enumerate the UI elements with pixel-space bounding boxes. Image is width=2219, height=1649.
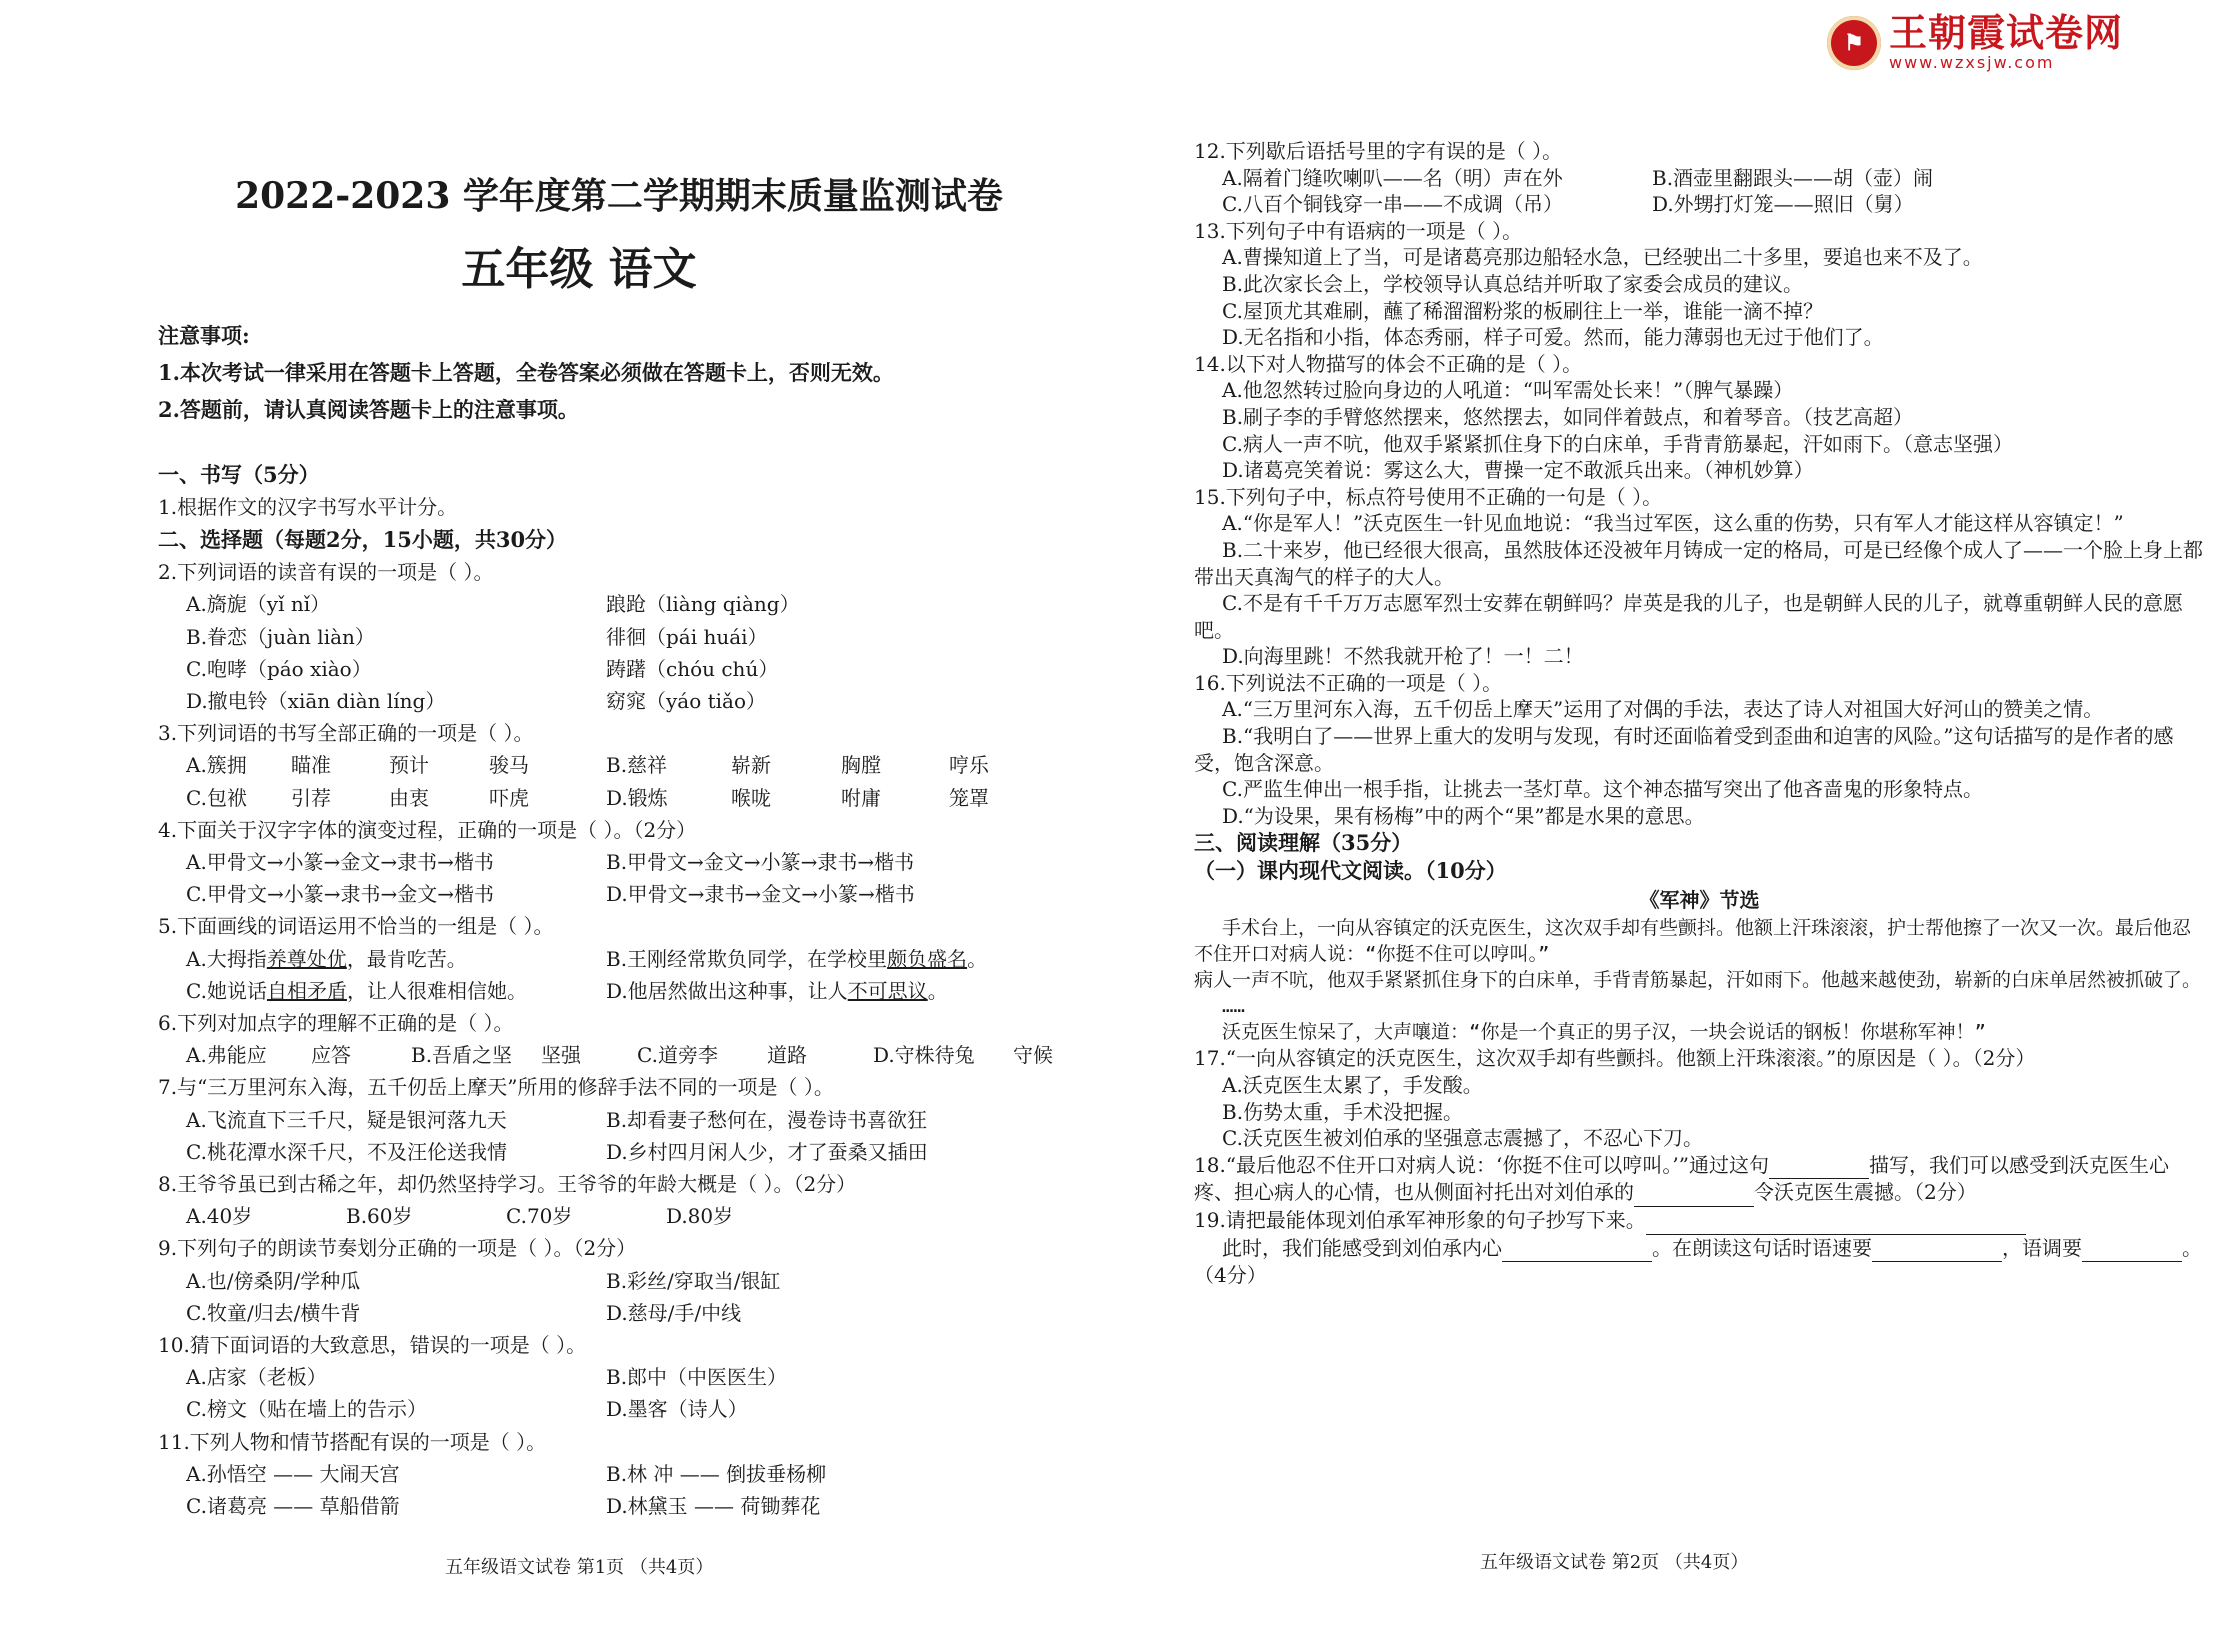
option: 踌躇（chóu chú）	[606, 656, 779, 681]
question-1: 1.根据作文的汉字书写水平计分。	[158, 495, 458, 519]
question-5-stem: 5.下面画线的词语运用不恰当的一组是（ ）。	[158, 914, 554, 939]
option: B.慈祥	[606, 753, 668, 778]
question-15-stem: 15.下列句子中，标点符号使用不正确的一句是（ ）。	[1194, 484, 1663, 509]
option: A.“你是军人！”沃克医生一针见血地说：“我当过军医，这么重的伤势，只有军人才能这样从容镇定！”	[1222, 511, 2124, 536]
exam-title: 2022-2023 学年度第二学期期末质量监测试卷	[235, 175, 1003, 217]
passage-paragraph: 病人一声不吭，他双手紧紧抓住身下的白床单，手背青筋暴起，汗如雨下。他越来越使劲，崭新的白床单居然被抓破了。	[1194, 969, 2202, 992]
option: C.桃花潭水深千尺，不及汪伦送我情	[186, 1139, 507, 1164]
section-choice: 二、选择题（每题2分，15小题，共30分）	[158, 527, 568, 553]
option: B.刷子李的手臂悠然摆来，悠然摆去，如同伴着鼓点，和着琴音。（技艺高超）	[1222, 404, 1914, 429]
question-16-stem: 16.下列说法不正确的一项是（ ）。	[1194, 670, 1503, 695]
option: C.咆哮（páo xiào）	[186, 656, 372, 681]
option: 瞄准	[291, 753, 331, 778]
notice-item: 1.本次考试一律采用在答题卡上答题，全卷答案必须做在答题卡上，否则无效。	[158, 360, 894, 385]
option: A.簇拥	[186, 753, 247, 778]
option: C.榜文（贴在墙上的告示）	[186, 1397, 427, 1422]
option: A.店家（老板）	[186, 1365, 327, 1390]
option: C.八百个铜钱穿一串——不成调（吊）	[1222, 192, 1563, 217]
option: B.甲骨文→金文→小篆→隶书→楷书	[606, 850, 915, 875]
option: C.道旁李	[637, 1043, 718, 1068]
logo-name: 王朝霞试卷网	[1888, 11, 2123, 55]
underlined-word: 养尊处优	[266, 946, 347, 971]
question-17-stem: 17.“一向从容镇定的沃克医生，这次双手却有些颤抖。他额上汗珠滚滚。”的原因是（ ）。（2分）	[1194, 1046, 2036, 1071]
option: 坚强	[541, 1043, 581, 1068]
answer-blank[interactable]	[1502, 1235, 1652, 1263]
option-b: B.王刚经常欺负同学，在学校里颇负盛名。	[606, 946, 988, 971]
question-3-stem: 3.下列词语的书写全部正确的一项是（ ）。	[158, 721, 534, 746]
question-8-options	[158, 1200, 1140, 1232]
underlined-word: 不可思议	[847, 978, 928, 1003]
option: D.“为设果，果有杨梅”中的两个“果”都是水果的意思。	[1222, 803, 1705, 828]
option: 预计	[389, 753, 429, 778]
logo-url: www.wzxsjw.com	[1888, 53, 2055, 72]
option: B.伤势太重，手术没把握。	[1222, 1099, 1464, 1124]
option: 吓虎	[489, 785, 529, 810]
option: 喉咙	[731, 785, 771, 810]
option: D.乡村四月闲人少，才了蚕桑又插田	[606, 1139, 928, 1164]
question-10-stem: 10.猜下面词语的大致意思，错误的一项是（ ）。	[158, 1333, 587, 1358]
page-footer-2: 五年级语文试卷 第2页 （共4页）	[1480, 1552, 1749, 1573]
option: D.慈母/手/中线	[606, 1300, 742, 1325]
option: D.锻炼	[606, 785, 668, 810]
option: B.此次家长会上，学校领导认真总结并听取了家委会成员的建议。	[1222, 271, 1804, 296]
section-reading: 三、阅读理解（35分）	[1194, 830, 1413, 856]
right-page	[1180, 0, 2219, 1649]
option: C.甲骨文→小篆→隶书→金文→楷书	[186, 882, 494, 907]
option: D.林黛玉 —— 荷锄葬花	[606, 1494, 821, 1519]
option: C.不是有千千万万志愿军烈士安葬在朝鲜吗？岸英是我的儿子，也是朝鲜人民的儿子，就尊重朝鲜人民的意愿吧。	[1194, 591, 2183, 642]
section-writing: 一、书写（5分）	[158, 462, 320, 487]
question-8-stem: 8.王爷爷虽已到古稀之年，却仍然坚持学习。王爷爷的年龄大概是（ ）。（2分）	[158, 1172, 857, 1197]
page-footer-1: 五年级语文试卷 第1页 （共4页）	[445, 1557, 714, 1578]
option: B.郎中（中医医生）	[606, 1365, 788, 1390]
option: B.眷恋（juàn liàn）	[186, 624, 375, 649]
option: 徘徊（pái huái）	[606, 624, 768, 649]
question-14-stem: 14.以下对人物描写的体会不正确的是（ ）。	[1194, 351, 1583, 376]
option: 窈窕（yáo tiǎo）	[606, 689, 767, 714]
option: 应答	[311, 1043, 351, 1068]
option: 哼乐	[949, 753, 989, 778]
option: D.墨客（诗人）	[606, 1397, 748, 1422]
question-6-options	[158, 1039, 1140, 1071]
option: A.也/傍桑阴/学种瓜	[186, 1268, 361, 1293]
option: A.他忽然转过脸向身边的人吼道：“叫军需处长来！”（脾气暴躁）	[1222, 378, 1794, 403]
option: 守候	[1013, 1043, 1053, 1068]
option: 踉跄（liàng qiàng）	[606, 592, 800, 617]
option: A.甲骨文→小篆→金文→隶书→楷书	[186, 850, 494, 875]
option: D.外甥打灯笼——照旧（舅）	[1652, 192, 1914, 217]
answer-blank[interactable]	[2082, 1235, 2182, 1263]
question-19: 19.请把最能体现刘伯承军神形象的句子抄写下来。	[1194, 1207, 2205, 1235]
question-10-options	[158, 1361, 1140, 1425]
option: D.撤电铃（xiān diàn líng）	[186, 689, 446, 714]
option: 崭新	[731, 753, 771, 778]
passage-title: 《军神》节选	[1639, 888, 1760, 913]
option: 骏马	[489, 753, 529, 778]
option-a: A.大拇指养尊处优，最肯吃苦。	[186, 946, 467, 971]
option: C.严监生伸出一根手指，让挑去一茎灯草。这个神态描写突出了他吝啬鬼的形象特点。	[1222, 777, 1983, 802]
question-7-stem: 7.与“三万里河东入海，五千仞岳上摩天”所用的修辞手法不同的一项是（ ）。	[158, 1075, 834, 1100]
question-18: 18.“最后他忍不住开口对病人说：‘你挺不住可以哼叫。’”通过这句 描写，我们可以感受到沃克医生心疼、担心病人的心情，也从侧面衬托出对刘伯承的 令沃克医生震撼。（2分）	[1194, 1152, 2205, 1207]
option: D.守株待兔	[873, 1043, 975, 1068]
option: 胸膛	[841, 753, 881, 778]
question-9-stem: 9.下列句子的朗读节奏划分正确的一项是（ ）。（2分）	[158, 1236, 637, 1261]
option: 引荐	[291, 785, 331, 810]
option: B.60岁	[346, 1204, 413, 1229]
question-11-options	[158, 1458, 1140, 1522]
question-19-cont: 此时，我们能感受到刘伯承内心 。在朗读这句话时语速要 ，语调要 。（4分）	[1194, 1235, 2202, 1288]
option: B.酒壶里翻跟头——胡（壶）闹	[1652, 165, 1934, 190]
option: B.彩丝/穿取当/银缸	[606, 1268, 781, 1293]
option: C.包袱	[186, 785, 247, 810]
option: C.牧童/归去/横牛背	[186, 1300, 361, 1325]
option: D.诸葛亮笑着说：雾这么大，曹操一定不敢派兵出来。（神机妙算）	[1222, 458, 1814, 483]
option: 由衷	[389, 785, 429, 810]
option: 咐庸	[841, 785, 881, 810]
question-4-stem: 4.下面关于汉字字体的演变过程，正确的一项是（ ）。（2分）	[158, 817, 697, 842]
option: C.70岁	[506, 1204, 573, 1229]
answer-blank[interactable]	[1646, 1207, 2026, 1235]
exam-subtitle: 五年级 语文	[461, 244, 697, 295]
option: C.病人一声不吭，他双手紧紧抓住身下的白床单，手背青筋暴起，汗如雨下。（意志坚强）	[1222, 431, 2013, 456]
answer-blank[interactable]	[1769, 1152, 1869, 1180]
question-12-options	[1194, 165, 2205, 218]
option: B.“我明白了——世界上重大的发明与发现，有时还面临着受到歪曲和迫害的风险。”这句话描写的是作者的感受，饱含深意。	[1194, 724, 2174, 775]
option: A.弗能应	[186, 1043, 267, 1068]
underlined-word: 颇负盛名	[887, 946, 968, 971]
option: B.吾盾之坚	[411, 1043, 513, 1068]
notice-item: 2.答题前，请认真阅读答题卡上的注意事项。	[158, 397, 579, 422]
question-11-stem: 11.下列人物和情节搭配有误的一项是（ ）。	[158, 1429, 547, 1454]
question-5-options	[158, 943, 1140, 1007]
option-c: C.她说话自相矛盾，让人很难相信她。	[186, 978, 527, 1003]
option: A.40岁	[186, 1204, 253, 1229]
option: 笼罩	[949, 785, 989, 810]
subsection-reading-1: （一）课内现代文阅读。（10分）	[1194, 858, 1507, 884]
option: A.曹操知道上了当，可是诸葛亮那边船轻水急，已经驶出二十多里，要追也来不及了。	[1222, 245, 1983, 270]
notice-heading: 注意事项:	[158, 323, 250, 348]
question-2-options	[158, 588, 1140, 717]
answer-blank[interactable]	[1872, 1235, 2002, 1263]
passage-paragraph: 沃克医生惊呆了，大声嚷道：“你是一个真正的男子汉，一块会说话的钢板！你堪称军神！”	[1222, 1021, 1986, 1044]
option: A.旖旎（yǐ nǐ）	[186, 592, 331, 617]
question-3-options	[158, 749, 1140, 813]
option-d: D.他居然做出这种事，让人不可思议。	[606, 978, 948, 1003]
option: C.诸葛亮 —— 草船借箭	[186, 1494, 400, 1519]
option: B.二十来岁，他已经很大很高，虽然肢体还没被年月铸成一定的格局，可是已经像个成人了——一个脸上身上都带出天真淘气的样子的大人。	[1194, 537, 2204, 589]
option: A.隔着门缝吹喇叭——名（明）声在外	[1222, 165, 1563, 190]
underlined-word: 自相矛盾	[266, 978, 347, 1003]
option: A.孙悟空 —— 大闹天宫	[186, 1461, 400, 1486]
option: A.沃克医生太累了，手发酸。	[1222, 1073, 1483, 1098]
option: B.林 冲 —— 倒拔垂杨柳	[606, 1461, 827, 1486]
logo-seal-icon: ⚑	[1827, 16, 1881, 70]
option: A.“三万里河东入海，五千仞岳上摩天”运用了对偶的手法，表达了诗人对祖国大好河山的赞美之情。	[1222, 697, 2104, 722]
passage-ellipsis: ……	[1222, 995, 1245, 1018]
question-12-stem: 12.下列歇后语括号里的字有误的是（ ）。	[1194, 139, 1563, 163]
option: C.屋顶尤其难刷，蘸了稀溜溜粉浆的板刷往上一举，谁能一滴不掉？	[1222, 298, 1823, 323]
answer-blank[interactable]	[1634, 1179, 1754, 1207]
option: B.却看妻子愁何在，漫卷诗书喜欲狂	[606, 1107, 928, 1132]
question-9-options	[158, 1265, 1140, 1329]
option: C.沃克医生被刘伯承的坚强意志震撼了，不忍心下刀。	[1222, 1126, 1703, 1151]
option: D.向海里跳！不然我就开枪了！一！二！	[1222, 644, 1584, 669]
question-2-stem: 2.下列词语的读音有误的一项是（ ）。	[158, 560, 494, 585]
question-7-options	[158, 1104, 1140, 1168]
question-13-stem: 13.下列句子中有语病的一项是（ ）。	[1194, 218, 1523, 243]
option: D.甲骨文→隶书→金文→小篆→楷书	[606, 882, 915, 907]
passage-paragraph: 手术台上，一向从容镇定的沃克医生，这次双手却有些颤抖。他额上汗珠滚滚，护士帮他擦了一次又一次。最后他忍不住开口对病人说：“你挺不住可以哼叫。”	[1194, 917, 2192, 966]
question-6-stem: 6.下列对加点字的理解不正确的是（ ）。	[158, 1011, 514, 1036]
option: D.无名指和小指，体态秀丽，样子可爱。然而，能力薄弱也无过于他们了。	[1222, 325, 1884, 350]
option: D.80岁	[666, 1204, 734, 1229]
option: A.飞流直下三千尺，疑是银河落九天	[186, 1107, 507, 1132]
question-4-options	[158, 846, 1140, 910]
option: 道路	[767, 1043, 807, 1068]
